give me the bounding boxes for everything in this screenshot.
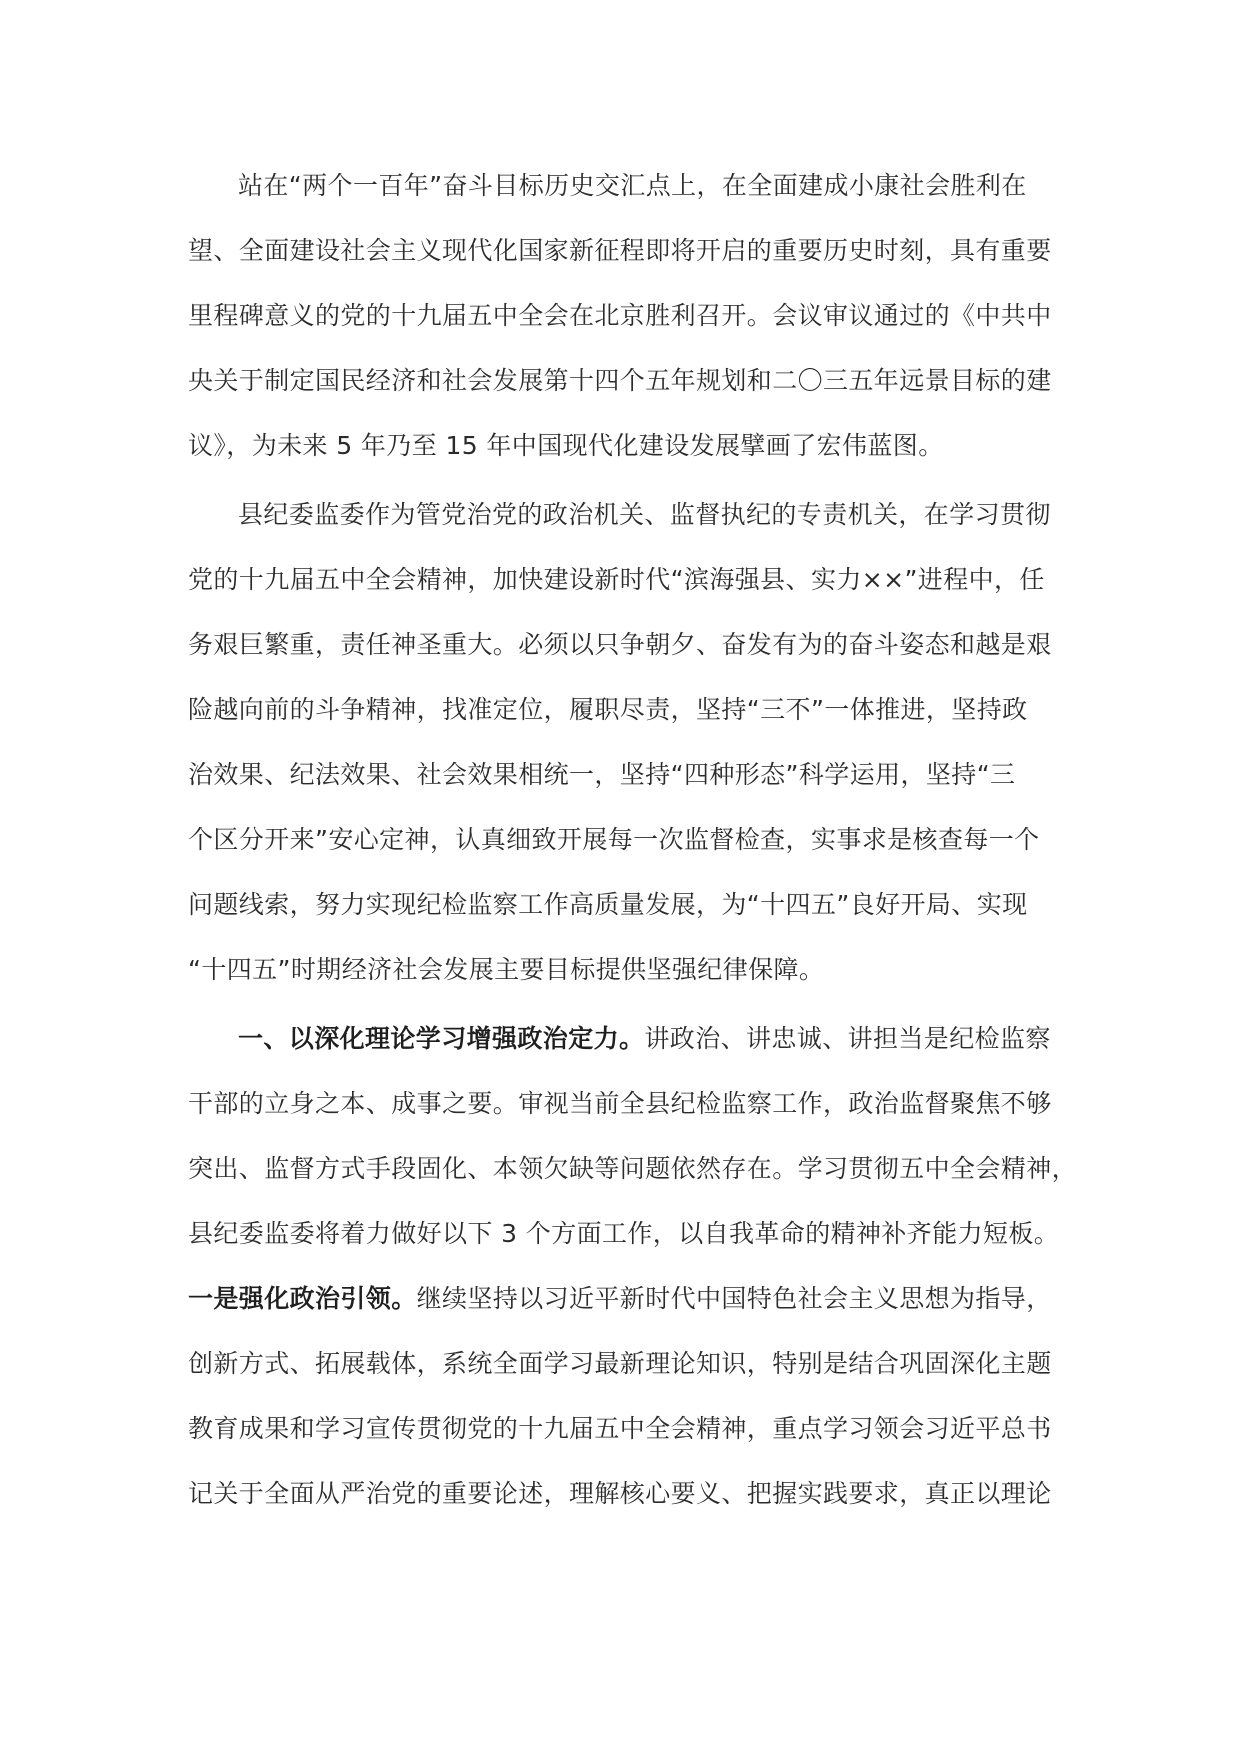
section-lead-text: 讲政治、讲忠诚、讲担当是纪检监察 (644, 1024, 1051, 1053)
document-body (188, 168, 1078, 1541)
subsection-heading: 一是强化政治引领。 (188, 1284, 417, 1313)
text-line: 县纪委监委将着力做好以下 3 个方面工作，以自我革命的精神补齐能力短板。 (188, 1219, 1060, 1248)
paragraph-2 (188, 497, 1068, 1017)
text-line: 教育成果和学习宣传贯彻党的十九届五中全会精神，重点学习领会习近平总书 (188, 1414, 1052, 1443)
text-line: 问题线索，努力实现纪检监察工作高质量发展，为“十四五”良好开局、实现 (188, 890, 1028, 919)
text-line: 党的十九届五中全会精神，加快建设新时代“滨海强县、实力××”进程中，任 (188, 565, 1045, 594)
text-line: 突出、监督方式手段固化、本领欠缺等问题依然存在。学习贯彻五中全会精神， (188, 1154, 1078, 1183)
text-line: 险越向前的斗争精神，找准定位，履职尽责，坚持“三不”一体推进，坚持政 (188, 695, 1028, 724)
text-line: 央关于制定国民经济和社会发展第十四个五年规划和二〇三五年远景目标的建 (188, 366, 1052, 395)
text-line: “十四五”时期经济社会发展主要目标提供坚强纪律保障。 (188, 955, 825, 984)
text-line: 个区分开来”安心定神，认真细致开展每一次监督检查，实事求是核查每一个 (188, 825, 1040, 854)
text-line: 县纪委监委作为管党治党的政治机关、监督执纪的专责机关，在学习贯彻 (238, 500, 1051, 529)
text-line: 创新方式、拓展载体，系统全面学习最新理论知识，特别是结合巩固深化主题 (188, 1349, 1052, 1378)
text-line: 望、全面建设社会主义现代化国家新征程即将开启的重要历史时刻，具有重要 (188, 236, 1052, 265)
paragraph-1 (188, 168, 1068, 493)
subsection-lead-text: 继续坚持以习近平新时代中国特色社会主义思想为指导， (416, 1284, 1052, 1313)
text-line: 站在“两个一百年”奋斗目标历史交汇点上，在全面建成小康社会胜利在 (238, 171, 1027, 200)
text-line: 干部的立身之本、成事之要。审视当前全县纪检监察工作，政治监督聚焦不够 (188, 1089, 1052, 1118)
text-line: 治效果、纪法效果、社会效果相统一，坚持“四种形态”科学运用，坚持“三 (188, 760, 1016, 789)
section-heading: 一、以深化理论学习增强政治定力。 (238, 1024, 645, 1053)
text-line: 务艰巨繁重，责任神圣重大。必须以只争朝夕、奋发有为的奋斗姿态和越是艰 (188, 630, 1052, 659)
text-line: 里程碑意义的党的十九届五中全会在北京胜利召开。会议审议通过的《中共中 (188, 301, 1052, 330)
text-line (188, 1281, 1068, 1346)
text-line: 议》，为未来 5 年乃至 15 年中国现代化建设发展擘画了宏伟蓝图。 (188, 431, 944, 460)
paragraph-3 (188, 1021, 1078, 1541)
text-line: 记关于全面从严治党的重要论述，理解核心要义、把握实践要求，真正以理论 (188, 1479, 1052, 1508)
text-line (188, 1021, 1068, 1086)
